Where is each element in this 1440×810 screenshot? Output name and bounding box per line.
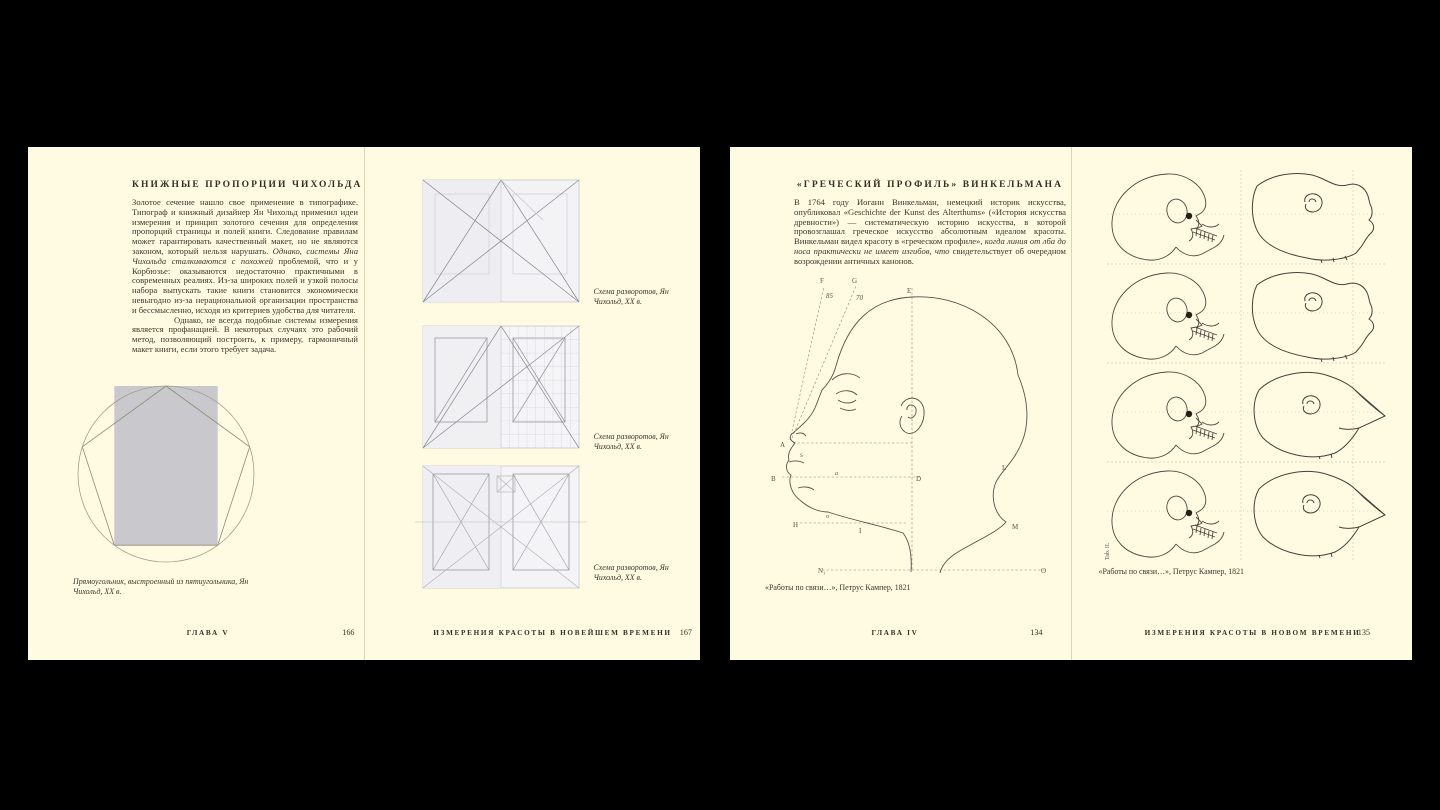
plate-grid-lines	[1104, 170, 1387, 561]
chapter-heading: КНИЖНЫЕ ПРОПОРЦИИ ЧИХОЛЬДА	[132, 180, 363, 190]
label-H: H	[793, 521, 799, 529]
paragraph-text: проблемой, что и у Корбюзье: оказываются недостаточно практичными в современных реалиях. Из-за широких полей и узкой полосы набора выпускать такие книги становится экономически невыгодно из-за нерациональной организации пространства и бессмысленно, исходя из критериев удобства для читателя.	[132, 255, 358, 315]
page-166	[28, 147, 364, 660]
label-D: D	[916, 475, 922, 483]
skull-row-3	[1111, 372, 1384, 459]
spread-scheme-diagram-2	[411, 318, 591, 456]
paragraph	[132, 198, 358, 316]
paragraph: Однако, не всегда подобные системы измерения является профанацией. В некоторых случаях это рабочий метод, позволяющий построить, к примеру, гармоничный макет книги, если этого требует задача.	[132, 314, 358, 354]
chapter-label: ГЛАВА V	[186, 629, 230, 637]
figure-caption: Прямоугольник, выстроенный из пятиугольника, Ян Чихольд, XX в.	[73, 577, 249, 596]
label-O: O	[1041, 567, 1047, 575]
page-number: 135	[1357, 628, 1370, 637]
label-N1: N₁	[818, 567, 826, 575]
figure-caption: Схема разворотов, Ян Чихольд, XX в.	[593, 432, 669, 451]
paragraph-text: Золотое сечение нашло свое применение в типографике. Типограф и книжный дизайнер Ян Чихольд применил идеи измерения и принцип золотого сечения для определения пропорций страницы и полей книги. Следование правилам может гарантировать качественный макет, но не являются законом, который нельзя нарушать.	[132, 197, 358, 256]
figure-caption: Схема разворотов, Ян Чихольд, XX в.	[593, 563, 669, 582]
page-number: 166	[342, 628, 355, 637]
running-title: ИЗМЕРЕНИЯ КРАСОТЫ В НОВЕЙШЕМ ВРЕМЕНИ	[433, 629, 672, 637]
camper-skulls-plate	[1101, 168, 1391, 563]
skull-row-1	[1111, 174, 1373, 263]
paragraph-emphasis: Однако, системы Яна Чихольда сталкиваются с похожей	[132, 245, 358, 266]
label-I: I	[859, 527, 862, 535]
figure-caption: «Работы по связи…», Петрус Кампер, 1821	[765, 583, 911, 592]
label-A: A	[780, 441, 786, 449]
page-167	[364, 147, 701, 660]
page-135	[1071, 147, 1413, 660]
skull-row-2	[1111, 273, 1373, 362]
head-outline	[787, 297, 1027, 573]
label-S: S	[800, 453, 804, 459]
running-title: ИЗМЕРЕНИЯ КРАСОТЫ В НОВОМ ВРЕМЕНИ	[1144, 629, 1361, 637]
paragraph-emphasis: когда линия от лба до носа практически не имеет изгибов, что	[794, 236, 1066, 256]
label-B: B	[771, 475, 776, 483]
spread-scheme-diagram-3	[411, 458, 591, 596]
label-M: M	[1012, 523, 1019, 531]
figure-labels	[771, 277, 1046, 575]
book-spread-left	[28, 147, 700, 660]
chapter-label: ГЛАВА IV	[871, 629, 919, 637]
figure-caption: Схема разворотов, Ян Чихольд, XX в.	[593, 287, 669, 306]
paragraph-text: свидетельствует об очередном возрождении античных канонов.	[794, 245, 1066, 266]
spread-scheme-diagram-1	[411, 172, 591, 310]
chapter-heading: «ГРЕЧЕСКИЙ ПРОФИЛЬ» ВИНКЕЛЬМАНА	[796, 180, 1064, 190]
page-134	[730, 147, 1071, 660]
page-proportion-rect	[114, 386, 217, 545]
pentagon-rectangle-diagram	[73, 383, 260, 565]
label-a: a	[835, 471, 838, 477]
book-spread-right	[730, 147, 1412, 660]
paragraph-text: В 1764 году Иоганн Винкельман, немецкий историк искусства, опубликовал «Geschichte der Kunst des Alterthums» («История искусства древности») — систематическую историю искусства, в которой провозглашал греческое искусство абсолютным идеалом красоты. Винкельман видел красоту в «греческом профиле»,	[794, 197, 1066, 247]
tab-label: Tab. II.	[1104, 542, 1111, 560]
label-L: L	[1002, 464, 1007, 472]
construction-lines	[782, 286, 1046, 570]
label-E: E	[907, 287, 912, 295]
page-number: 167	[679, 628, 692, 637]
label-angle-70: 70	[856, 294, 863, 302]
page-number: 134	[1030, 628, 1043, 637]
body-text	[794, 198, 1066, 267]
skull-row-4	[1111, 471, 1384, 558]
label-G: G	[852, 277, 858, 285]
label-angle-85: 85	[826, 292, 833, 300]
camper-head-profile-diagram	[760, 270, 1050, 575]
body-text	[132, 198, 358, 355]
paragraph	[794, 198, 1066, 267]
label-o: o	[826, 514, 829, 520]
figure-caption: «Работы по связи…», Петрус Кампер, 1821	[1098, 567, 1244, 576]
label-F: F	[820, 277, 824, 285]
